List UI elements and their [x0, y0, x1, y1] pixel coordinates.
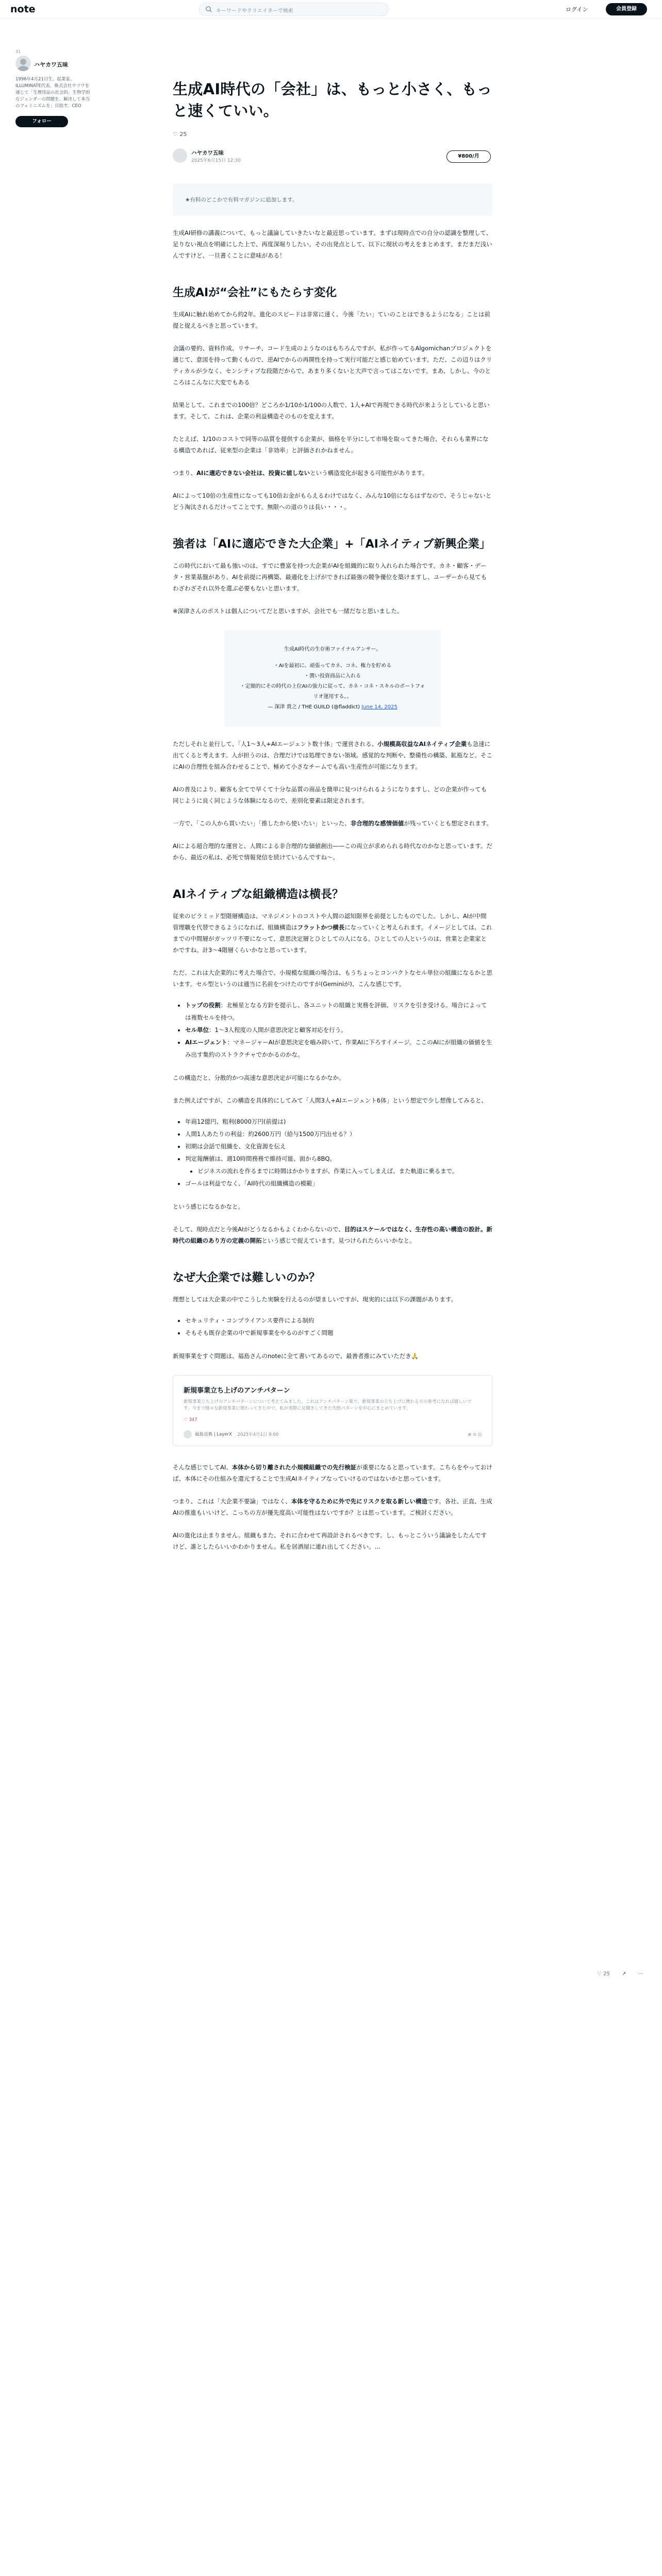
embed-like-count: ♡ 347	[184, 1417, 197, 1422]
article	[173, 78, 492, 1552]
list-item: • そもそも既存企業の中で新規事業をやるのがすごく問題	[185, 1327, 492, 1339]
hard-list	[173, 1314, 492, 1339]
paragraph: また例えばですが、この構造を具体的にしてみて「人間3人+AIエージェント6体」という想定で少し想像してみると、	[173, 1097, 488, 1104]
article-author	[173, 147, 492, 166]
text-span: です。各社、正直、生成AIの推進もいいけど、こっちの方が優先度高い可能性はないですか？とは思っています。ご検討ください。	[173, 1498, 492, 1516]
avatar	[184, 1430, 192, 1438]
embed-title[interactable]: 新規事業立ち上げのアンチパターン	[184, 1387, 290, 1395]
top-header	[0, 0, 662, 19]
embed-author	[184, 1430, 278, 1438]
register-button[interactable]: 会員登録	[606, 3, 647, 15]
tweet-line: ・定額的にその時代の上位AIの強力に従って、カネ・コネ・スキルのポートフォリオ運用する。。	[240, 684, 425, 700]
sidebar-label: 31	[15, 49, 21, 54]
follow-button[interactable]: フォロー	[15, 116, 68, 127]
bold-text: フラットかつ横長	[297, 924, 345, 931]
embed-actions[interactable]: ⊕ ⊙ ⊡	[468, 1432, 482, 1437]
list-item: • ゴールは利益でなく、「AI時代の組織構造の模範」	[185, 1177, 492, 1190]
text-span: つまり、	[173, 469, 196, 477]
text-span: そんな感じでしてAI、	[173, 1464, 232, 1471]
search-placeholder: キーワードやクリエイターで検索	[216, 8, 293, 14]
sidebar-bio: 1996年4月21日生。起業家。ILLUMINATE代表。株式会社ウツワを通じて「生理用品の社会的、生物学的なジェンダーの問題を、解決して本当のフェミニズムを」目指す。CEO	[15, 77, 90, 109]
section-heading: なぜ大企業では難しいのか？	[173, 1272, 321, 1284]
embed-author-name: 福島良典 | LayerX	[195, 1432, 232, 1437]
avatar[interactable]	[173, 148, 187, 163]
share-icon[interactable]: ↗	[622, 1971, 626, 1977]
bold-text: 本体から切り離された小規模組織での先行検証	[231, 1464, 357, 1471]
text-span: つまり、これは「大企業不要論」ではなく、	[173, 1498, 291, 1505]
paragraph: AIによって10倍の生産性になっても10倍お金がもらえるわけではなく、みんな10倍になるはずなので、そうじゃないとどう淘汰されるだけってことです。無限への道のりは長い・・・。	[173, 492, 492, 511]
text-span: ：1〜3人程度の人間が意思決定と顧客対応を行う。	[209, 1026, 347, 1033]
list-item: • 年商12億円、粗利(8000万円(前提は)	[185, 1115, 492, 1128]
text-span: ：北極星となる方針を提示し、各ユニットの組織と実務を評価、リスクを引き受ける。場合によっては複数セルを持つ。	[185, 1002, 487, 1021]
text-span: という感じで捉えています。見つけられたらいいかなと。	[261, 1237, 416, 1244]
bold-text: 目的はスケールではなく、生存性の高い構造の設計。新時代の組織のあり方の定義の開拓	[173, 1226, 492, 1244]
paragraph	[173, 738, 492, 772]
text-span: 一方で、「この人から買いたい」「推したから使いたい」といった、	[173, 820, 351, 827]
paragraph	[173, 1496, 492, 1518]
bold-text: トップの役割	[185, 1002, 221, 1009]
embed-description: 新規事業立ち上げのアンチパターンについて考えてみました。これはアンチパターン集で、新規事業の立ち上げに携わる方の参考になれば嬉しいです。今まで様々な新規事業に関わってきた中で、私が実際に見聞きしてきた失敗パターンを中心にまとめています。	[184, 1399, 472, 1411]
like-count-value: 25	[179, 131, 187, 138]
bold-text: AIエージェント	[185, 1039, 227, 1046]
list-item: • 初期は会話で組織を、文化資源を伝え	[185, 1140, 492, 1153]
paragraph: この構造だと、分散的かつ高速な意思決定が可能になるかなか。	[173, 1074, 345, 1081]
paragraph: ただ、これは大企業的に考えた場合で、小規模な組織の場合は、もうちょっとコンパクトなセル単位の組織になるかと思います。セル型というのは適当に名前をつけたのですが(Geminiが)、こんな感じです。	[173, 969, 492, 988]
heart-icon[interactable]: ♡	[173, 131, 180, 138]
text-span: という構造変化が起きる可能性があります。	[310, 469, 428, 477]
paragraph	[173, 1462, 492, 1484]
more-icon[interactable]: ⋯	[638, 1971, 643, 1977]
search-icon	[205, 6, 212, 13]
section-heading: 生成AIが“会社”にもたらす変化	[173, 286, 337, 299]
paragraph: AIによる超合理的な運営と、人間による非合理的な価値創出——この両立が求められる時代なのかなと思っています。だから、最近の私は、必死で情報発信を続けているんですね〜。	[173, 842, 492, 861]
tweet-line: ・AIを最初に、頑張ってカネ、コネ、権力を貯める	[273, 663, 392, 669]
paragraph: 結果として、これまでの100倍？どころか1/10か1/100の人数で、1人+AIで再現できる時代が来ようとしていると思います。そして、これは、企業の利益構造そのものを変えます。	[173, 401, 490, 420]
list-item	[185, 1165, 492, 1177]
embedded-note-card[interactable]	[173, 1375, 492, 1446]
text-span: が残っていくとも想定されます。	[404, 820, 492, 827]
membership-price-button[interactable]: ¥800/月	[446, 150, 491, 163]
paragraph: AIの進化は止まりません。組織もまた、それに合わせて再設計されるべきです。し、もっとこういう議論をしたんですけど、誰としたらいいかわかりません。私を居酒屋に連れ出してください。...	[173, 1532, 487, 1550]
text-span: そして、現時点だと今後AIがどうなるかもよくわからないので、	[173, 1226, 344, 1233]
note-logo[interactable]: note	[10, 4, 36, 15]
avatar[interactable]	[15, 56, 31, 71]
bold-text: AIに適応できない会社は、投資に値しない	[196, 469, 310, 477]
org-list	[173, 999, 492, 1061]
text-span: 従来のピラミッド型階層構造は、マネジメントのコストや人間の認知限界を前提としたものでした。しかし、AIが中間管理職を代替できるようになれば、組織構造は	[173, 912, 487, 931]
list-item	[185, 1036, 492, 1061]
paragraph	[173, 818, 492, 829]
tweet-date-link[interactable]: June 14, 2025	[361, 704, 398, 710]
publish-date: 2025年6月15日 12:30	[191, 158, 241, 163]
bold-text: 小規模高収益なAIネイティブ企業	[377, 740, 467, 748]
bold-text: セル単位	[185, 1026, 209, 1033]
paragraph	[173, 1224, 492, 1246]
floating-like-button[interactable]: ♡ 25	[597, 1971, 610, 1977]
paragraph: 会議の要約、資料作成、リサーチ、コード生成のようなのはもちろんですが、私が作ってるAlgomichanプロジェクトを通じて、意図を持って動くもので、逆AIでからの再開性を持って実行可能だと感じ始めています。ただ、この辺りはクリティカルが少なく、センシティブな段階だからで、あまり多くないと大声で言ってはこないです。まあ、しかし、今のところはこんなに大変でもある	[173, 345, 492, 386]
author-name[interactable]: ハヤカワ五味	[191, 150, 224, 156]
tweet-line: ・潤い投資商品に入れる	[304, 673, 361, 679]
embedded-tweet[interactable]	[224, 630, 441, 727]
text-span: ：マネージャーAIが意思決定を嚙み砕いて、作業AIに下ろすイメージ。ここのAIにが組織の価値を生み出す集約のストラクチャでかかるのかな。	[185, 1039, 492, 1058]
page-title: 生成AI時代の「会社」は、もっと小さく、もっと速くていい。	[173, 80, 492, 120]
bold-text: 本体を守るために外で先にリスクを取る新しい構造	[291, 1498, 428, 1505]
paragraph: この時代において最も強いのは、すでに豊富を持つ大企業がAIを組織的に取り入れられた場合です。カネ・顧客・データ・営業基盤があり、AIを前提に再構築、最適化を上げができれば最強の競争優位を築けますし、ユーザーから見てもわざわざそれ以外を選ぶ必要もないと思います。	[173, 562, 487, 592]
search-input[interactable]	[199, 3, 389, 16]
section-heading: AIネイティブな組織構造は横長？	[173, 888, 344, 901]
bold-text: 非合理的な感情価値	[350, 820, 404, 827]
paragraph	[173, 467, 492, 479]
text-span: になっていくと考えられます。イメージとしては、これまでの中間層がガッツリ不要になって、意思決定層とひとしての人になる。ひとしての人というのは、営業と企業家とかですね。計3〜4階層くらいかなと思っています。	[173, 924, 492, 954]
list-item: • 人間1人あたりの利益：約2600万円（給与1500万円出せる？）	[185, 1128, 492, 1140]
text-span: が重要になると思っています。こちらをやっておけば、本体にその仕組みを還元することで生成AIネイティブなっていけるのではないかと思っています。	[173, 1464, 492, 1482]
paragraph: たとえば、1/10のコストで同等の品質を提供する企業が、価格を半分にして市場を取ってきた場合、それらも業界になる構造であれば、従来型の企業は「非効率」と評価されかねません。	[173, 435, 489, 454]
list-item: • 判定報酬値は、週10時間務務で維持可能、面から8BQ。	[185, 1153, 492, 1165]
tweet-author: — 深津 貴之 / THE GUILD (@fladdict)	[268, 704, 360, 710]
paragraph: 新規事業をすぐ問題は、福島さんのnoteに全て書いてあるので、最善者推にみていただき🙏	[173, 1352, 419, 1360]
text-span: ただしそれと並行して、「人1〜3人+AIエージェント数十体」で運営される、	[173, 740, 378, 748]
paragraph	[173, 910, 492, 956]
embed-date: 2025年4月1日 9:00	[237, 1432, 279, 1437]
paid-notice: ★有料のどこかで有料マガジンに追加します。	[173, 183, 492, 216]
paragraph: 生成AIに触れ始めてから約2年。進化のスピードは非常に速く、今後「たい」ていのことはできるようになる」ことは前提と捉えるべきと思っています。	[173, 311, 490, 329]
like-count[interactable]	[173, 131, 492, 138]
login-link[interactable]: ログイン	[566, 6, 588, 13]
section-heading: 強者は「AIに適応できた大企業」+「AIネイティブ新興企業」	[173, 538, 491, 551]
list-item	[185, 999, 492, 1024]
paragraph: AIの普及により、顧客も全てで早くて十分な品質の商品を簡単に見つけられるようになりますし、どの企業が作っても同じように良く同じような体験になるので、差別化要素は限定されます。	[173, 786, 487, 804]
sidebar-author-name[interactable]: ハヤカワ五味	[34, 61, 68, 68]
paragraph: ※深津さんのポストは個人についてだと思いますが、会社でも一緒だなと思いました。	[173, 607, 403, 615]
text-span: も急速に出てくると考えます。人が担うのは、合理だけでは処理できない領域。感覚的な判断や、整備性の構築、鉱瓶など。そこにAIの合理性を組み合わせることで、極めて小さなチームでも高い生産性が可能になります。	[173, 740, 492, 770]
author-sidebar	[15, 49, 93, 127]
list-item	[185, 1024, 492, 1036]
tweet-line: 生成AI時代の生存術ファイナルアンサー。	[284, 647, 382, 652]
list-item: • セキュリティ・コンプライアンス要件による制約	[185, 1314, 492, 1327]
paragraph: 生成AI研修の講義について、もっと議論していきたいなと最近思っています。まずは現時点での自分の認識を整理して、足りない視点を明確にした上で、再度深堀りしたい。その出発点として、以下に現状の考えをまとめます。まだまだ浅いんですけど、一旦書くことに意味がある！	[173, 229, 492, 259]
list-item: • ビジネスの流れを作るまでに時間はかかりますが、作業に入ってしまえば、また軌道に乗るまで。	[197, 1165, 492, 1177]
floating-actions	[597, 1971, 654, 1981]
paragraph: という感じになるかなと。	[173, 1203, 244, 1210]
simulation-list	[173, 1115, 492, 1190]
paragraph: 理想としては大企業の中でこうした実験を行えるのが望ましいですが、現実的には以下の課題があります。	[173, 1296, 457, 1303]
